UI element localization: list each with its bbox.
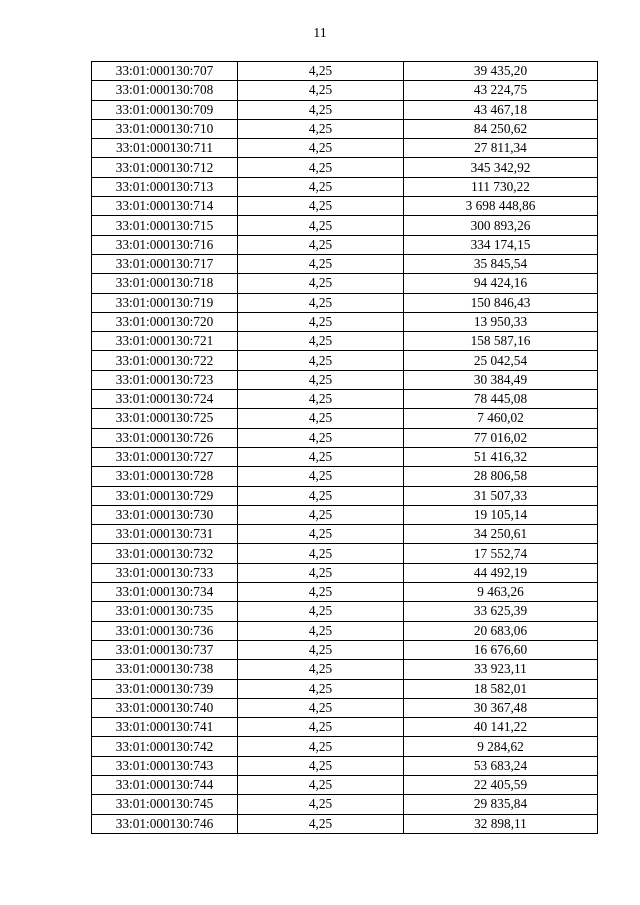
table-row [92, 62, 598, 81]
rate-cell: 4,25 [238, 100, 404, 119]
table-row [92, 428, 598, 447]
amount-cell: 29 835,84 [404, 795, 598, 814]
rate-cell: 4,25 [238, 814, 404, 833]
cadastral-number-cell: 33:01:000130:729 [92, 486, 238, 505]
amount-cell: 34 250,61 [404, 525, 598, 544]
rate-cell: 4,25 [238, 197, 404, 216]
amount-cell: 84 250,62 [404, 119, 598, 138]
cadastral-number-cell: 33:01:000130:745 [92, 795, 238, 814]
cadastral-number-cell: 33:01:000130:719 [92, 293, 238, 312]
rate-cell: 4,25 [238, 718, 404, 737]
amount-cell: 33 625,39 [404, 602, 598, 621]
table-row [92, 332, 598, 351]
cadastral-number-cell: 33:01:000130:724 [92, 390, 238, 409]
rate-cell: 4,25 [238, 254, 404, 273]
rate-cell: 4,25 [238, 312, 404, 331]
table-row [92, 737, 598, 756]
amount-cell: 3 698 448,86 [404, 197, 598, 216]
amount-cell: 13 950,33 [404, 312, 598, 331]
table-row [92, 795, 598, 814]
rate-cell: 4,25 [238, 544, 404, 563]
table-row [92, 756, 598, 775]
table-row [92, 679, 598, 698]
cadastral-number-cell: 33:01:000130:727 [92, 447, 238, 466]
rate-cell: 4,25 [238, 370, 404, 389]
amount-cell: 30 384,49 [404, 370, 598, 389]
table-row [92, 293, 598, 312]
rate-cell: 4,25 [238, 756, 404, 775]
cadastral-number-cell: 33:01:000130:707 [92, 62, 238, 81]
amount-cell: 158 587,16 [404, 332, 598, 351]
rate-cell: 4,25 [238, 737, 404, 756]
table-row [92, 814, 598, 833]
amount-cell: 31 507,33 [404, 486, 598, 505]
page-number: 11 [313, 26, 327, 41]
table-row [92, 216, 598, 235]
cadastral-number-cell: 33:01:000130:713 [92, 177, 238, 196]
cadastral-number-cell: 33:01:000130:709 [92, 100, 238, 119]
table-row [92, 698, 598, 717]
amount-cell: 22 405,59 [404, 775, 598, 794]
table-row [92, 158, 598, 177]
table-row [92, 119, 598, 138]
cadastral-number-cell: 33:01:000130:735 [92, 602, 238, 621]
table-row [92, 81, 598, 100]
cadastral-number-cell: 33:01:000130:717 [92, 254, 238, 273]
cadastral-number-cell: 33:01:000130:720 [92, 312, 238, 331]
amount-cell: 25 042,54 [404, 351, 598, 370]
cadastral-number-cell: 33:01:000130:723 [92, 370, 238, 389]
rate-cell: 4,25 [238, 81, 404, 100]
rate-cell: 4,25 [238, 293, 404, 312]
table-row [92, 447, 598, 466]
amount-cell: 27 811,34 [404, 139, 598, 158]
amount-cell: 78 445,08 [404, 390, 598, 409]
table-row [92, 621, 598, 640]
rate-cell: 4,25 [238, 216, 404, 235]
cadastral-number-cell: 33:01:000130:732 [92, 544, 238, 563]
table-row [92, 139, 598, 158]
table-row [92, 505, 598, 524]
amount-cell: 51 416,32 [404, 447, 598, 466]
table-row [92, 640, 598, 659]
rate-cell: 4,25 [238, 158, 404, 177]
amount-cell: 30 367,48 [404, 698, 598, 717]
amount-cell: 40 141,22 [404, 718, 598, 737]
table-row [92, 660, 598, 679]
table-row [92, 544, 598, 563]
amount-cell: 53 683,24 [404, 756, 598, 775]
rate-cell: 4,25 [238, 563, 404, 582]
amount-cell: 77 016,02 [404, 428, 598, 447]
table-row [92, 775, 598, 794]
rate-cell: 4,25 [238, 660, 404, 679]
cadastral-number-cell: 33:01:000130:733 [92, 563, 238, 582]
rate-cell: 4,25 [238, 525, 404, 544]
cadastral-number-cell: 33:01:000130:746 [92, 814, 238, 833]
cadastral-number-cell: 33:01:000130:711 [92, 139, 238, 158]
rate-cell: 4,25 [238, 679, 404, 698]
amount-cell: 111 730,22 [404, 177, 598, 196]
amount-cell: 150 846,43 [404, 293, 598, 312]
amount-cell: 9 284,62 [404, 737, 598, 756]
amount-cell: 345 342,92 [404, 158, 598, 177]
amount-cell: 16 676,60 [404, 640, 598, 659]
cadastral-number-cell: 33:01:000130:722 [92, 351, 238, 370]
table-row [92, 409, 598, 428]
cadastral-number-cell: 33:01:000130:743 [92, 756, 238, 775]
rate-cell: 4,25 [238, 139, 404, 158]
table-row [92, 563, 598, 582]
cadastral-number-cell: 33:01:000130:712 [92, 158, 238, 177]
amount-cell: 300 893,26 [404, 216, 598, 235]
amount-cell: 43 224,75 [404, 81, 598, 100]
amount-cell: 35 845,54 [404, 254, 598, 273]
cadastral-number-cell: 33:01:000130:714 [92, 197, 238, 216]
amount-cell: 20 683,06 [404, 621, 598, 640]
amount-cell: 33 923,11 [404, 660, 598, 679]
cadastral-number-cell: 33:01:000130:744 [92, 775, 238, 794]
rate-cell: 4,25 [238, 177, 404, 196]
cadastral-number-cell: 33:01:000130:742 [92, 737, 238, 756]
table-row [92, 100, 598, 119]
amount-cell: 334 174,15 [404, 235, 598, 254]
cadastral-number-cell: 33:01:000130:740 [92, 698, 238, 717]
rate-cell: 4,25 [238, 428, 404, 447]
table-row [92, 525, 598, 544]
cadastral-number-cell: 33:01:000130:718 [92, 274, 238, 293]
rate-cell: 4,25 [238, 698, 404, 717]
rate-cell: 4,25 [238, 640, 404, 659]
amount-cell: 17 552,74 [404, 544, 598, 563]
cadastral-number-cell: 33:01:000130:730 [92, 505, 238, 524]
table-row [92, 197, 598, 216]
cadastral-number-cell: 33:01:000130:738 [92, 660, 238, 679]
table-row [92, 235, 598, 254]
cadastral-number-cell: 33:01:000130:734 [92, 583, 238, 602]
table-row [92, 602, 598, 621]
amount-cell: 9 463,26 [404, 583, 598, 602]
table-row [92, 254, 598, 273]
data-table [91, 61, 598, 834]
rate-cell: 4,25 [238, 583, 404, 602]
table-row [92, 583, 598, 602]
cadastral-number-cell: 33:01:000130:736 [92, 621, 238, 640]
rate-cell: 4,25 [238, 602, 404, 621]
table-row [92, 370, 598, 389]
table-body [92, 62, 598, 834]
amount-cell: 18 582,01 [404, 679, 598, 698]
cadastral-number-cell: 33:01:000130:731 [92, 525, 238, 544]
rate-cell: 4,25 [238, 119, 404, 138]
table-row [92, 486, 598, 505]
cadastral-number-cell: 33:01:000130:739 [92, 679, 238, 698]
table-row [92, 351, 598, 370]
cadastral-number-cell: 33:01:000130:721 [92, 332, 238, 351]
rate-cell: 4,25 [238, 447, 404, 466]
amount-cell: 44 492,19 [404, 563, 598, 582]
rate-cell: 4,25 [238, 795, 404, 814]
rate-cell: 4,25 [238, 62, 404, 81]
rate-cell: 4,25 [238, 505, 404, 524]
cadastral-number-cell: 33:01:000130:708 [92, 81, 238, 100]
cadastral-number-cell: 33:01:000130:725 [92, 409, 238, 428]
cadastral-number-cell: 33:01:000130:728 [92, 467, 238, 486]
cadastral-number-cell: 33:01:000130:710 [92, 119, 238, 138]
amount-cell: 94 424,16 [404, 274, 598, 293]
rate-cell: 4,25 [238, 775, 404, 794]
rate-cell: 4,25 [238, 332, 404, 351]
rate-cell: 4,25 [238, 486, 404, 505]
amount-cell: 32 898,11 [404, 814, 598, 833]
rate-cell: 4,25 [238, 274, 404, 293]
rate-cell: 4,25 [238, 409, 404, 428]
rate-cell: 4,25 [238, 235, 404, 254]
cadastral-number-cell: 33:01:000130:741 [92, 718, 238, 737]
amount-cell: 28 806,58 [404, 467, 598, 486]
cadastral-number-cell: 33:01:000130:716 [92, 235, 238, 254]
cadastral-number-cell: 33:01:000130:737 [92, 640, 238, 659]
amount-cell: 39 435,20 [404, 62, 598, 81]
amount-cell: 19 105,14 [404, 505, 598, 524]
table-row [92, 274, 598, 293]
amount-cell: 43 467,18 [404, 100, 598, 119]
table-row [92, 312, 598, 331]
table-row [92, 390, 598, 409]
table-row [92, 718, 598, 737]
cadastral-number-cell: 33:01:000130:726 [92, 428, 238, 447]
amount-cell: 7 460,02 [404, 409, 598, 428]
table-row [92, 177, 598, 196]
rate-cell: 4,25 [238, 390, 404, 409]
rate-cell: 4,25 [238, 351, 404, 370]
cadastral-number-cell: 33:01:000130:715 [92, 216, 238, 235]
rate-cell: 4,25 [238, 467, 404, 486]
rate-cell: 4,25 [238, 621, 404, 640]
table-row [92, 467, 598, 486]
